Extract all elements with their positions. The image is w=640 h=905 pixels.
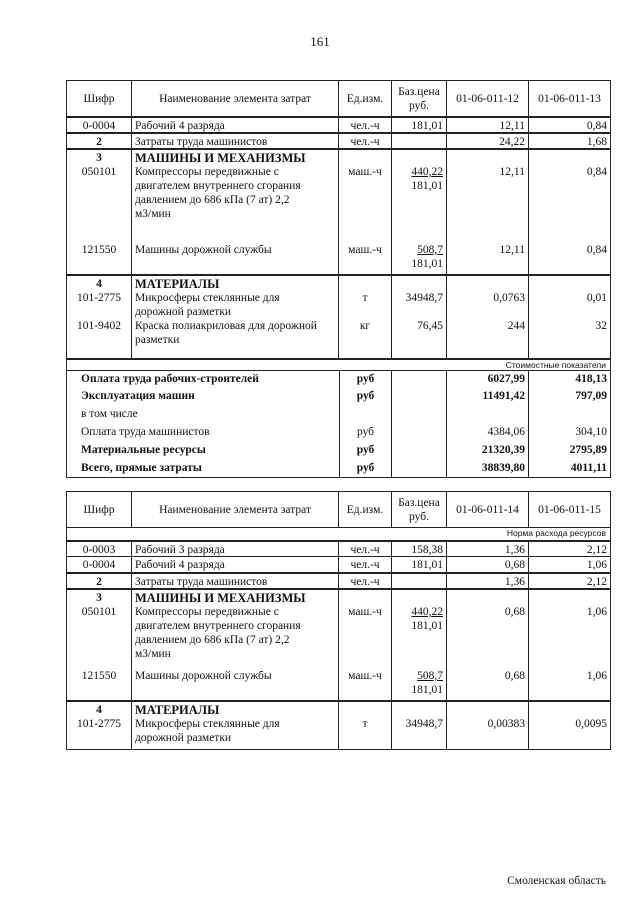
table-row: 0-0004 Рабочий 4 разряда чел.-ч 181,01 0,68 1,06	[66, 556, 611, 572]
header-code: Шифр	[67, 492, 132, 527]
summary-row: Оплата труда рабочих-строителей руб 6027,99 418,13	[66, 370, 611, 388]
norm-note: Норма расхода ресурсов	[506, 528, 606, 538]
header-unit: Ед.изм.	[339, 492, 392, 527]
table-row: 2 Затраты труда машинистов чел.-ч 24,22 1,68	[66, 132, 611, 148]
summary-row: в том числе	[66, 406, 611, 424]
summary-row: Всего, прямые затраты руб 38839,80 4011,11	[66, 460, 611, 478]
summary-row: Оплата труда машинистов руб 4384,06 304,10	[66, 424, 611, 442]
table-row: 0-0003 Рабочий 3 разряда чел.-ч 158,38 1,36 2,12	[66, 540, 611, 556]
header-col-a: 01-06-011-14	[447, 492, 529, 527]
summary-row: Эксплуатация машин руб 11491,42 797,09	[66, 388, 611, 406]
table-row: 121550 Машины дорожной службы маш.-ч 508,7 181,01 12,11 0,84	[66, 242, 611, 274]
header-col-b: 01-06-011-13	[538, 92, 601, 105]
section-materials: 4 101-2775 МАТЕРИАЛЫ Микросферы стеклянные для дорожной разметки т 34948,7 0,00383 0,0095	[66, 700, 611, 750]
table-header	[66, 80, 611, 116]
table-row: 121550 Машины дорожной службы маш.-ч 508,7 181,01 0,68 1,06	[66, 668, 611, 700]
table-row: 2 Затраты труда машинистов чел.-ч 1,36 2,12	[66, 572, 611, 588]
header-name: Наименование элемента затрат	[132, 492, 339, 527]
page-number: 161	[310, 34, 330, 49]
header-name: Наименование элемента затрат	[132, 81, 339, 116]
table-row: 0-0004 Рабочий 4 разряда чел.-ч 181,01 12,11 0,84	[66, 116, 611, 132]
cost-summary	[66, 370, 611, 478]
cost-indicators-note: Стоимостные показатели	[505, 360, 606, 370]
section-machines: 3 050101 МАШИНЫ И МЕХАНИЗМЫ Компрессоры передвижные с двигателем внутреннего сгорания давлением до 686 кПа (7 ат) 2,2 м3/мин маш.-ч 440,22 181,01 12,11 0,84	[66, 148, 611, 242]
section-machines: 3 050101 МАШИНЫ И МЕХАНИЗМЫ Компрессоры передвижные с двигателем внутреннего сгорания давлением до 686 кПа (7 ат) 2,2 м3/мин маш.-ч 440,22 181,01 0,68 1,06	[66, 588, 611, 668]
header-unit: Ед.изм.	[339, 81, 392, 116]
header-base-price: Баз.цена руб.	[392, 492, 447, 527]
footer-region: Смоленская область	[507, 875, 606, 887]
resource-table-2	[66, 491, 611, 750]
header-col-b: 01-06-011-15	[538, 503, 601, 516]
cost-indicators-row	[66, 358, 611, 370]
norm-row	[66, 527, 611, 540]
table-header	[66, 491, 611, 527]
resource-table-1	[66, 80, 611, 478]
header-base-price: Баз.цена руб.	[392, 81, 447, 116]
header-code: Шифр	[67, 81, 132, 116]
header-col-a: 01-06-011-12	[447, 81, 529, 116]
section-materials: 4 101-2775 101-9402 МАТЕРИАЛЫ Микросферы стеклянные для дорожной разметки Краска полиакриловая для дорожной разметки т кг 34948,7 76,45 0,0763 244 0,01 32	[66, 274, 611, 358]
summary-row: Материальные ресурсы руб 21320,39 2795,89	[66, 442, 611, 460]
